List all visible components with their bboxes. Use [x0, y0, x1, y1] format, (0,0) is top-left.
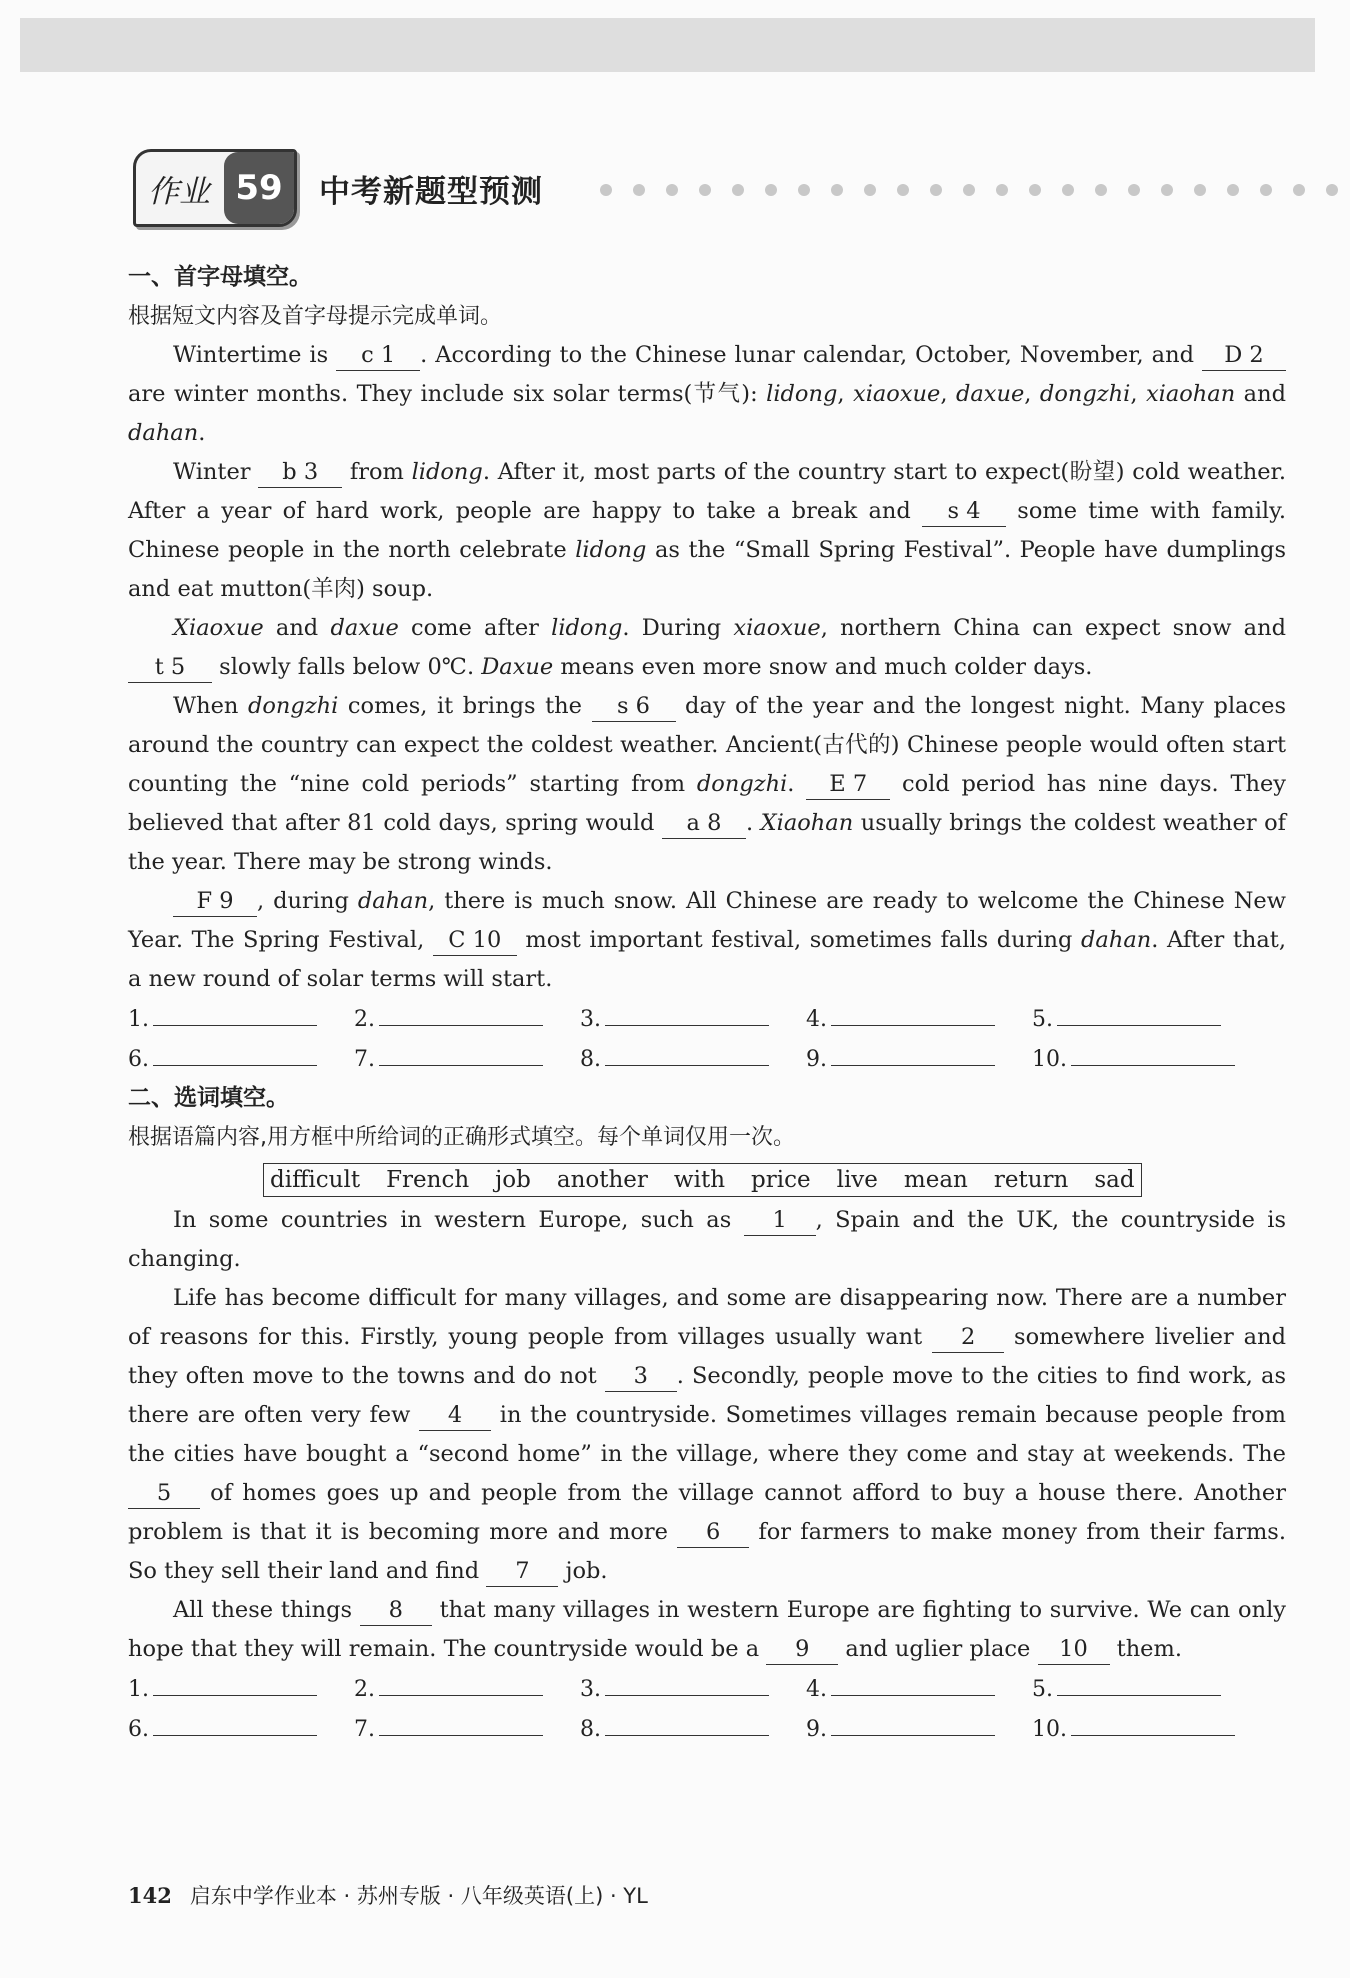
- word-bank-item: live: [836, 1167, 878, 1193]
- answer-item: [806, 1709, 1032, 1749]
- answer-number: 9.: [806, 1047, 827, 1072]
- section1-answer-lines: [128, 999, 1286, 1079]
- answer-item: [1032, 1709, 1258, 1749]
- passage-paragraph: [128, 336, 1286, 453]
- answer-number: 3.: [580, 1007, 601, 1032]
- answer-item: [354, 1669, 580, 1709]
- answer-row: [128, 999, 1286, 1039]
- decorative-dot: [666, 184, 678, 196]
- decorative-dot: [1194, 184, 1206, 196]
- blank-with-number: 3: [605, 1361, 677, 1392]
- solar-term-italic: daxue: [330, 615, 399, 641]
- passage-text: them.: [1109, 1636, 1182, 1662]
- answer-blank-line[interactable]: [379, 1039, 543, 1066]
- answer-blank-line[interactable]: [153, 1669, 317, 1696]
- page-footer: [128, 1880, 648, 1910]
- answer-blank-line[interactable]: [831, 1039, 995, 1066]
- answer-blank-line[interactable]: [1071, 1039, 1235, 1066]
- answer-number: 2.: [354, 1677, 375, 1702]
- passage-text: . After that, a new round of solar terms will start.: [128, 927, 1286, 992]
- answer-blank-line[interactable]: [153, 999, 317, 1026]
- blank-with-number: 2: [932, 1322, 1004, 1353]
- lesson-badge: [133, 149, 297, 227]
- decorative-dot: [633, 184, 645, 196]
- passage-text: , during: [257, 888, 358, 914]
- answer-item: [128, 1709, 354, 1749]
- answer-blank-line[interactable]: [605, 1709, 769, 1736]
- passage-text: slowly falls below 0℃.: [212, 654, 482, 680]
- decorative-dot: [897, 184, 909, 196]
- answer-item: [128, 1669, 354, 1709]
- answer-number: 1.: [128, 1007, 149, 1032]
- answer-number: 6.: [128, 1047, 149, 1072]
- decorative-dot: [1326, 184, 1338, 196]
- answer-item: [806, 1039, 1032, 1079]
- solar-term-italic: lidong: [575, 537, 647, 563]
- answer-row: [128, 1039, 1286, 1079]
- decorative-dot: [930, 184, 942, 196]
- passage-text: of homes goes up and people from the village cannot afford to buy a house there. Another problem is that it is becoming more and more: [128, 1480, 1286, 1545]
- solar-term-italic: daxue: [955, 381, 1025, 407]
- answer-blank-line[interactable]: [153, 1709, 317, 1736]
- decorative-dot: [864, 184, 876, 196]
- solar-term-italic: xiaoxue: [733, 615, 821, 641]
- section2-answer-lines: [128, 1669, 1286, 1749]
- answer-number: 5.: [1032, 1007, 1053, 1032]
- blank-with-number: C 10: [433, 925, 517, 956]
- solar-term-italic: Xiaoxue: [173, 615, 264, 641]
- passage-text: . After it, most parts of the country start to expect(盼望) cold weather. After a year of hard work, people are happy to take a break and: [128, 459, 1286, 524]
- section2-passage: [128, 1201, 1286, 1669]
- answer-number: 4.: [806, 1007, 827, 1032]
- footer-book-title: 启东中学作业本 · 苏州专版 · 八年级英语(上) · YL: [189, 1884, 648, 1908]
- answer-number: 8.: [580, 1717, 601, 1742]
- section2-instruction: 根据语篇内容,用方框中所给词的正确形式填空。每个单词仅用一次。: [128, 1125, 795, 1150]
- passage-text: job.: [558, 1558, 608, 1584]
- passage-text: .: [198, 420, 206, 446]
- decorative-dot: [1095, 184, 1107, 196]
- answer-blank-line[interactable]: [153, 1039, 317, 1066]
- decorative-dot: [600, 184, 612, 196]
- passage-text: comes, it brings the: [338, 693, 592, 719]
- answer-row: [128, 1669, 1286, 1709]
- decorative-dot: [732, 184, 744, 196]
- passage-paragraph: [128, 1591, 1286, 1669]
- passage-text: . According to the Chinese lunar calendar, October, November, and: [420, 342, 1202, 368]
- answer-number: 7.: [354, 1047, 375, 1072]
- passage-text: Wintertime is: [173, 342, 337, 368]
- passage-text: and uglier place: [838, 1636, 1038, 1662]
- decorative-dot: [963, 184, 975, 196]
- answer-number: 3.: [580, 1677, 601, 1702]
- passage-text: When: [173, 693, 248, 719]
- answer-blank-line[interactable]: [605, 1039, 769, 1066]
- passage-text: , northern China can expect snow and: [820, 615, 1286, 641]
- passage-paragraph: [128, 687, 1286, 882]
- answer-number: 9.: [806, 1717, 827, 1742]
- passage-paragraph: [128, 1279, 1286, 1591]
- passage-text: , Spain and the UK, the countryside is changing.: [128, 1207, 1286, 1272]
- passage-text: that many villages in western Europe are fighting to survive. We can only hope that they will remain. The countryside would be a: [128, 1597, 1286, 1662]
- passage-text: ,: [837, 381, 853, 407]
- passage-text: day of the year and the longest night. Many places around the country can expect the coldest weather. Ancient(古代的) Chinese people would often start counting the “nine cold periods” starting from: [128, 693, 1287, 797]
- lesson-header: [133, 148, 543, 228]
- passage-text: means even more snow and much colder days.: [553, 654, 1093, 680]
- answer-blank-line[interactable]: [1057, 999, 1221, 1026]
- passage-text: come after: [398, 615, 552, 641]
- passage-paragraph: [128, 453, 1286, 609]
- passage-text: ,: [1130, 381, 1146, 407]
- word-bank-item: return: [993, 1167, 1069, 1193]
- section2-title: 二、选词填空。: [128, 1085, 289, 1111]
- blank-with-number: c 1: [336, 340, 420, 371]
- decorative-dot: [699, 184, 711, 196]
- answer-blank-line[interactable]: [605, 1669, 769, 1696]
- decorative-dot: [1293, 184, 1305, 196]
- blank-with-number: 5: [128, 1478, 200, 1509]
- passage-text: . Secondly, people move to the cities to find work, as there are often very few: [128, 1363, 1286, 1428]
- answer-number: 6.: [128, 1717, 149, 1742]
- answer-item: [580, 1039, 806, 1079]
- solar-term-italic: lidong: [411, 459, 483, 485]
- passage-paragraph: [128, 609, 1286, 687]
- passage-text: usually brings the coldest weather of the year. There may be strong winds.: [128, 810, 1286, 875]
- solar-term-italic: lidong: [551, 615, 623, 641]
- solar-term-italic: dahan: [1081, 927, 1152, 953]
- answer-item: [1032, 1669, 1258, 1709]
- solar-term-italic: Daxue: [481, 654, 554, 680]
- answer-item: [128, 999, 354, 1039]
- answer-blank-line[interactable]: [605, 999, 769, 1026]
- word-bank-box: [263, 1163, 1142, 1197]
- word-bank-item: mean: [903, 1167, 968, 1193]
- answer-item: [806, 999, 1032, 1039]
- passage-text: for farmers to make money from their farms. So they sell their land and find: [128, 1519, 1287, 1584]
- blank-with-number: F 9: [173, 886, 257, 917]
- word-bank-item: job: [495, 1167, 531, 1193]
- answer-number: 7.: [354, 1717, 375, 1742]
- solar-term-italic: dongzhi: [1039, 381, 1131, 407]
- answer-item: [1032, 999, 1258, 1039]
- passage-paragraph: [128, 882, 1286, 999]
- answer-blank-line[interactable]: [1057, 1669, 1221, 1696]
- solar-term-italic: dahan: [357, 888, 429, 914]
- passage-text: , there is much snow. All Chinese are ready to welcome the Chinese New Year. The Spring Festival,: [128, 888, 1287, 953]
- answer-blank-line[interactable]: [1071, 1709, 1235, 1736]
- answer-item: [128, 1039, 354, 1079]
- solar-term-italic: xiaoxue: [853, 381, 941, 407]
- passage-text: as the “Small Spring Festival”. People have dumplings and eat mutton(羊肉) soup.: [128, 537, 1286, 602]
- decorative-dots: [600, 184, 1350, 196]
- blank-with-number: E 7: [806, 769, 890, 800]
- solar-term-italic: dongzhi: [247, 693, 339, 719]
- answer-number: 1.: [128, 1677, 149, 1702]
- blank-with-number: 10: [1038, 1634, 1110, 1665]
- blank-with-number: D 2: [1202, 340, 1286, 371]
- answer-number: 10.: [1032, 1047, 1067, 1072]
- answer-item: [354, 999, 580, 1039]
- passage-text: and: [263, 615, 331, 641]
- answer-item: [580, 999, 806, 1039]
- answer-blank-line[interactable]: [831, 999, 995, 1026]
- passage-text: Life has become difficult for many villages, and some are disappearing now. There are a number of reasons for this. Firstly, young people from villages usually want: [128, 1285, 1286, 1350]
- answer-number: 10.: [1032, 1717, 1067, 1742]
- scan-top-strip: [20, 18, 1315, 72]
- blank-with-number: 8: [360, 1595, 432, 1626]
- passage-paragraph: [128, 1201, 1286, 1279]
- decorative-dot: [1227, 184, 1239, 196]
- passage-text: . During: [622, 615, 734, 641]
- page-number: 142: [128, 1883, 172, 1908]
- answer-blank-line[interactable]: [831, 1709, 995, 1736]
- answer-item: [354, 1039, 580, 1079]
- decorative-dot: [1062, 184, 1074, 196]
- answer-blank-line[interactable]: [831, 1669, 995, 1696]
- passage-text: ,: [1024, 381, 1040, 407]
- answer-blank-line[interactable]: [379, 1669, 543, 1696]
- passage-text: in the countryside. Sometimes villages remain because people from the cities have bought a “second home” in the village, where they come and stay at weekends. The: [128, 1402, 1286, 1467]
- word-bank-item: with: [673, 1167, 726, 1193]
- solar-term-italic: dongzhi: [696, 771, 788, 797]
- section1-title: 一、首字母填空。: [128, 264, 312, 290]
- answer-number: 2.: [354, 1007, 375, 1032]
- solar-term-italic: lidong: [766, 381, 838, 407]
- blank-with-number: a 8: [662, 808, 746, 839]
- worksheet-content: [128, 258, 1286, 1749]
- passage-text: cold period has nine days. They believed that after 81 cold days, spring would: [128, 771, 1286, 836]
- blank-with-number: 6: [677, 1517, 749, 1548]
- answer-item: [354, 1709, 580, 1749]
- blank-with-number: b 3: [258, 457, 342, 488]
- blank-with-number: 9: [766, 1634, 838, 1665]
- word-bank-item: price: [751, 1167, 811, 1193]
- passage-text: and: [1235, 381, 1286, 407]
- decorative-dot: [1029, 184, 1041, 196]
- blank-with-number: s 6: [592, 691, 676, 722]
- decorative-dot: [798, 184, 810, 196]
- answer-item: [580, 1709, 806, 1749]
- blank-with-number: s 4: [922, 496, 1006, 527]
- blank-with-number: t 5: [128, 652, 212, 683]
- decorative-dot: [831, 184, 843, 196]
- answer-item: [580, 1669, 806, 1709]
- passage-text: All these things: [173, 1597, 360, 1623]
- passage-text: In some countries in western Europe, such as: [173, 1207, 744, 1233]
- answer-number: 8.: [580, 1047, 601, 1072]
- word-bank-item: another: [556, 1167, 648, 1193]
- answer-item: [1032, 1039, 1258, 1079]
- passage-text: ,: [940, 381, 956, 407]
- badge-word: 作业: [148, 173, 210, 210]
- lesson-title: 中考新题型预测: [319, 173, 543, 210]
- badge-number: 59: [224, 152, 294, 224]
- decorative-dot: [765, 184, 777, 196]
- decorative-dot: [1161, 184, 1173, 196]
- section1-passage: [128, 336, 1286, 999]
- answer-item: [806, 1669, 1032, 1709]
- word-bank-item: difficult: [270, 1167, 361, 1193]
- passage-text: .: [745, 810, 761, 836]
- blank-with-number: 1: [744, 1205, 816, 1236]
- passage-text: .: [787, 771, 807, 797]
- word-bank-item: sad: [1094, 1167, 1135, 1193]
- blank-with-number: 7: [486, 1556, 558, 1587]
- blank-with-number: 4: [419, 1400, 491, 1431]
- decorative-dot: [996, 184, 1008, 196]
- solar-term-italic: xiaohan: [1145, 381, 1236, 407]
- answer-row: [128, 1709, 1286, 1749]
- passage-text: Winter: [173, 459, 259, 485]
- answer-blank-line[interactable]: [379, 1709, 543, 1736]
- passage-text: some time with family. Chinese people in the north celebrate: [128, 498, 1286, 563]
- passage-text: from: [342, 459, 412, 485]
- passage-text: most important festival, sometimes falls during: [516, 927, 1082, 953]
- passage-text: somewhere livelier and they often move to the towns and do not: [128, 1324, 1286, 1389]
- decorative-dot: [1260, 184, 1272, 196]
- solar-term-italic: Xiaohan: [760, 810, 854, 836]
- answer-blank-line[interactable]: [379, 999, 543, 1026]
- decorative-dot: [1128, 184, 1140, 196]
- section1-instruction: 根据短文内容及首字母提示完成单词。: [128, 304, 503, 329]
- answer-number: 4.: [806, 1677, 827, 1702]
- word-bank-item: French: [386, 1167, 470, 1193]
- passage-text: are winter months. They include six solar terms(节气):: [128, 381, 767, 407]
- solar-term-italic: dahan: [128, 420, 199, 446]
- answer-number: 5.: [1032, 1677, 1053, 1702]
